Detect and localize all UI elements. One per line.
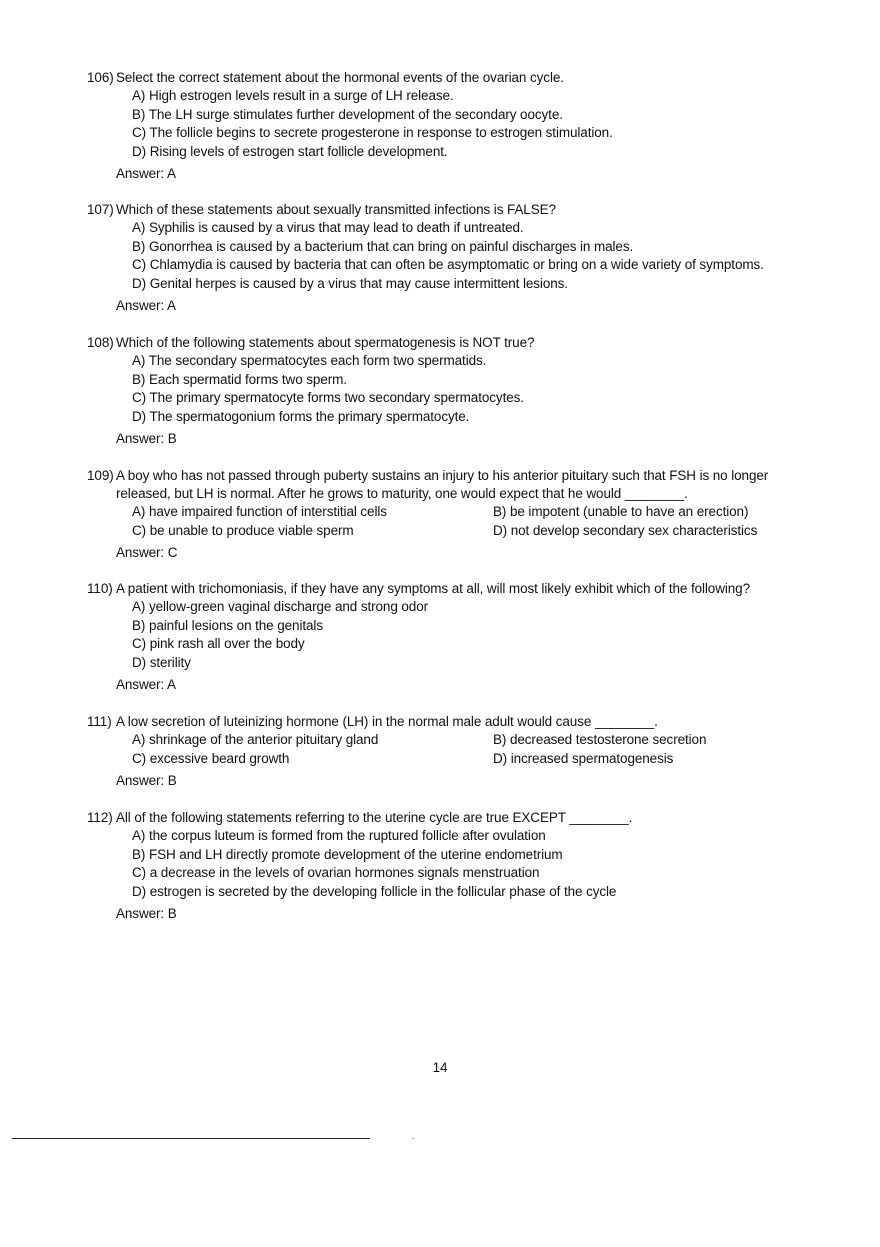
- option-list: [132, 352, 827, 426]
- option-list: [132, 827, 827, 901]
- option-b: B) Gonorrhea is caused by a bacterium that can bring on painful discharges in males.: [132, 238, 634, 254]
- question-text: A boy who has not passed through puberty sustains an injury to his anterior pituitary such that FSH is no longer released, but LH is normal. After he grows to maturity, one would expect that he would ________.: [116, 468, 769, 501]
- question-stem: [87, 69, 827, 87]
- option-b: B) The LH surge stimulates further development of the secondary oocyte.: [132, 106, 563, 122]
- question-107: [87, 201, 827, 315]
- option-d: D) not develop secondary sex characteristics: [493, 522, 758, 538]
- question-stem: [87, 809, 827, 827]
- option-a: A) shrinkage of the anterior pituitary gland: [132, 732, 379, 747]
- question-number: 107): [87, 202, 114, 217]
- answer-line: Answer: B: [116, 773, 177, 789]
- option-c: C) pink rash all over the body: [132, 636, 305, 652]
- option-c: C) The primary spermatocyte forms two secondary spermatocytes.: [132, 390, 524, 406]
- option-b: B) decreased testosterone secretion: [493, 732, 707, 747]
- question-112: [87, 809, 827, 923]
- answer-line: Answer: B: [116, 906, 177, 922]
- footer-divider: [12, 1138, 370, 1139]
- option-grid: [132, 731, 827, 768]
- option-c: C) The follicle begins to secrete progesterone in response to estrogen stimulation.: [132, 125, 613, 141]
- answer-line: Answer: A: [116, 298, 176, 314]
- option-a: A) The secondary spermatocytes each form two spermatids.: [132, 353, 487, 368]
- option-b: B) painful lesions on the genitals: [132, 617, 323, 633]
- question-stem: [87, 467, 827, 503]
- question-111: [87, 713, 827, 790]
- option-a: A) the corpus luteum is formed from the ruptured follicle after ovulation: [132, 828, 546, 843]
- page-number: 14: [432, 1060, 448, 1075]
- option-b: B) FSH and LH directly promote development of the uterine endometrium: [132, 846, 563, 862]
- question-number: 108): [87, 335, 114, 350]
- question-stem: [87, 713, 827, 731]
- question-number: 106): [87, 70, 114, 85]
- option-grid: [132, 503, 827, 540]
- option-d: D) sterility: [132, 654, 191, 670]
- question-110: [87, 580, 827, 694]
- option-b: B) Each spermatid forms two sperm.: [132, 371, 347, 387]
- option-b: B) be impotent (unable to have an erection): [493, 504, 749, 519]
- option-d: D) Rising levels of estrogen start follicle development.: [132, 143, 448, 159]
- option-d: D) estrogen is secreted by the developing follicle in the follicular phase of the cycle: [132, 883, 617, 899]
- question-text: Which of the following statements about spermatogenesis is NOT true?: [116, 335, 535, 350]
- answer-line: Answer: A: [116, 677, 176, 693]
- answer-line: Answer: A: [116, 166, 176, 182]
- question-106: [87, 69, 827, 183]
- question-number: 112): [87, 810, 113, 825]
- question-number: 109): [87, 468, 114, 483]
- option-c: C) Chlamydia is caused by bacteria that can often be asymptomatic or bring on a wide variety of symptoms.: [132, 257, 764, 273]
- question-text: A patient with trichomoniasis, if they have any symptoms at all, will most likely exhibit which of the following?: [116, 581, 750, 596]
- option-d: D) Genital herpes is caused by a virus that may cause intermittent lesions.: [132, 275, 568, 291]
- option-a: A) High estrogen levels result in a surge of LH release.: [132, 88, 454, 103]
- question-number: 110): [87, 581, 113, 596]
- option-a: A) Syphilis is caused by a virus that may lead to death if untreated.: [132, 220, 524, 235]
- answer-line: Answer: B: [116, 431, 177, 447]
- question-stem: [87, 334, 827, 352]
- option-c: C) a decrease in the levels of ovarian hormones signals menstruation: [132, 865, 540, 881]
- option-c: C) be unable to produce viable sperm: [132, 522, 354, 538]
- question-text: A low secretion of luteinizing hormone (LH) in the normal male adult would cause ________.: [116, 714, 658, 729]
- question-108: [87, 334, 827, 448]
- option-d: D) The spermatogonium forms the primary spermatocyte.: [132, 408, 470, 424]
- question-109: [87, 467, 827, 562]
- option-d: D) increased spermatogenesis: [493, 750, 674, 766]
- question-stem: [87, 201, 827, 219]
- option-a: A) have impaired function of interstitial cells: [132, 504, 387, 519]
- option-list: [132, 598, 827, 672]
- option-c: C) excessive beard growth: [132, 750, 290, 766]
- option-a: A) yellow-green vaginal discharge and strong odor: [132, 599, 429, 614]
- question-stem: [87, 580, 827, 598]
- question-number: 111): [87, 714, 112, 729]
- option-list: [132, 219, 827, 293]
- option-list: [132, 87, 827, 161]
- footer-mark: .: [412, 1131, 415, 1141]
- answer-line: Answer: C: [116, 545, 178, 561]
- question-text: All of the following statements referring to the uterine cycle are true EXCEPT ________.: [116, 810, 633, 825]
- question-text: Which of these statements about sexually transmitted infections is FALSE?: [116, 202, 556, 217]
- question-text: Select the correct statement about the hormonal events of the ovarian cycle.: [116, 70, 564, 85]
